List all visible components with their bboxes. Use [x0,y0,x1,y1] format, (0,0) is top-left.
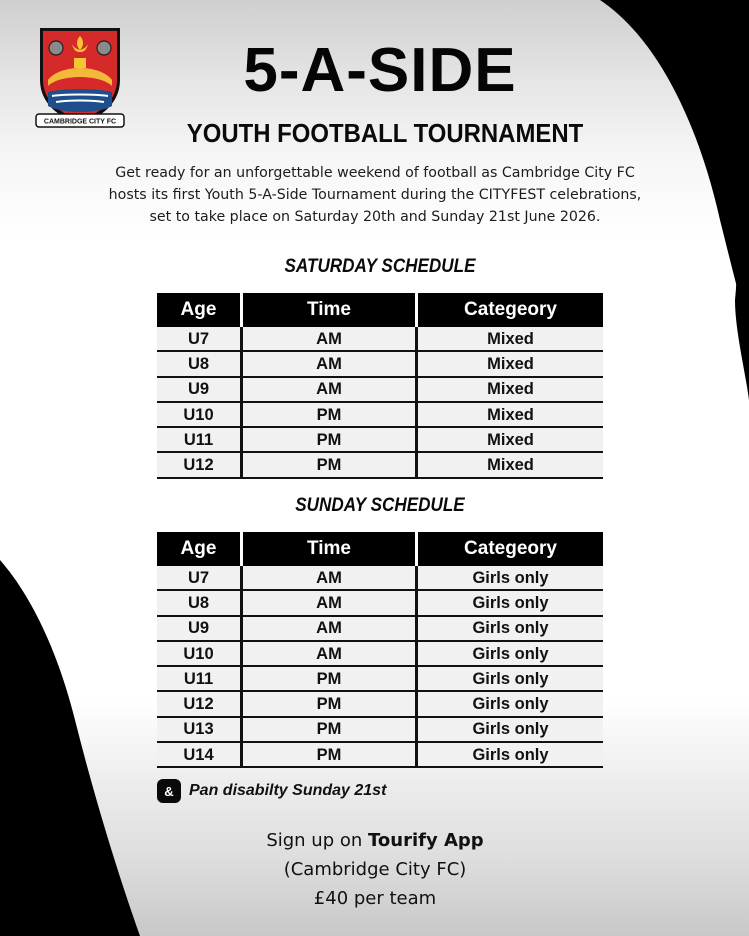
age-cell: U9 [157,378,243,403]
sunday-schedule-heading: SUNDAY SCHEDULE [295,495,465,516]
column-header-age: Age [157,532,243,566]
time-cell: PM [243,428,418,453]
age-cell: U14 [157,743,243,768]
time-cell: AM [243,378,418,403]
age-cell: U7 [157,327,243,352]
table-header-row [157,293,603,327]
table-row [157,428,603,453]
signup-club-line: (Cambridge City FC) [283,859,467,880]
time-cell: AM [243,327,418,352]
pan-disability-note [157,778,386,804]
saturday-schedule-heading: SATURDAY SCHEDULE [284,256,476,277]
time-cell: AM [243,566,418,591]
table-row [157,378,603,403]
column-header-category: Categeory [418,293,603,327]
category-cell: Mixed [418,352,603,377]
intro-line: hosts its first Youth 5-A-Side Tournament during the CITYFEST celebrations, [108,187,642,203]
table-row [157,667,603,692]
age-cell: U10 [157,642,243,667]
table-row [157,453,603,478]
age-cell: U8 [157,352,243,377]
age-cell: U9 [157,617,243,642]
age-cell: U10 [157,403,243,428]
time-cell: PM [243,718,418,743]
category-cell: Girls only [418,718,603,743]
saturday-schedule-table [157,293,603,479]
category-cell: Mixed [418,428,603,453]
age-cell: U12 [157,453,243,478]
age-cell: U8 [157,591,243,616]
category-cell: Girls only [418,617,603,642]
time-cell: PM [243,667,418,692]
category-cell: Girls only [418,566,603,591]
category-cell: Mixed [418,453,603,478]
category-cell: Girls only [418,591,603,616]
time-cell: PM [243,692,418,717]
table-row [157,327,603,352]
signup-info [175,826,575,913]
table-row [157,718,603,743]
intro-line: Get ready for an unforgettable weekend of football as Cambridge City FC [115,165,635,181]
table-row [157,352,603,377]
ampersand-icon: & [157,779,181,803]
intro-paragraph [70,162,680,228]
signup-line [175,826,575,855]
age-cell: U11 [157,428,243,453]
sunday-schedule-table [157,532,603,768]
table-row [157,743,603,768]
table-row [157,692,603,717]
age-cell: U13 [157,718,243,743]
age-cell: U12 [157,692,243,717]
page-subtitle: YOUTH FOOTBALL TOURNAMENT [186,118,584,148]
category-cell: Mixed [418,403,603,428]
time-cell: PM [243,403,418,428]
signup-price-line: £40 per team [313,888,437,909]
app-name: Tourify App [368,830,484,851]
age-cell: U7 [157,566,243,591]
note-text: Pan disabilty Sunday 21st [189,782,387,799]
time-cell: AM [243,617,418,642]
column-header-age: Age [157,293,243,327]
time-cell: PM [243,743,418,768]
intro-line: set to take place on Saturday 20th and Sunday 21st June 2026. [149,209,601,225]
page-title: 5-A-SIDE [243,36,517,105]
time-cell: AM [243,591,418,616]
table-row [157,642,603,667]
time-cell: AM [243,352,418,377]
time-cell: PM [243,453,418,478]
category-cell: Girls only [418,692,603,717]
table-row [157,591,603,616]
category-cell: Mixed [418,378,603,403]
age-cell: U11 [157,667,243,692]
signup-prefix: Sign up on [266,830,369,851]
table-row [157,403,603,428]
club-crest-logo [34,22,126,130]
svg-text:CAMBRIDGE CITY FC: CAMBRIDGE CITY FC [43,118,117,126]
category-cell: Girls only [418,642,603,667]
table-row [157,566,603,591]
time-cell: AM [243,642,418,667]
category-cell: Girls only [418,743,603,768]
column-header-category: Categeory [418,532,603,566]
category-cell: Girls only [418,667,603,692]
column-header-time: Time [243,532,418,566]
table-row [157,617,603,642]
table-header-row [157,532,603,566]
column-header-time: Time [243,293,418,327]
category-cell: Mixed [418,327,603,352]
